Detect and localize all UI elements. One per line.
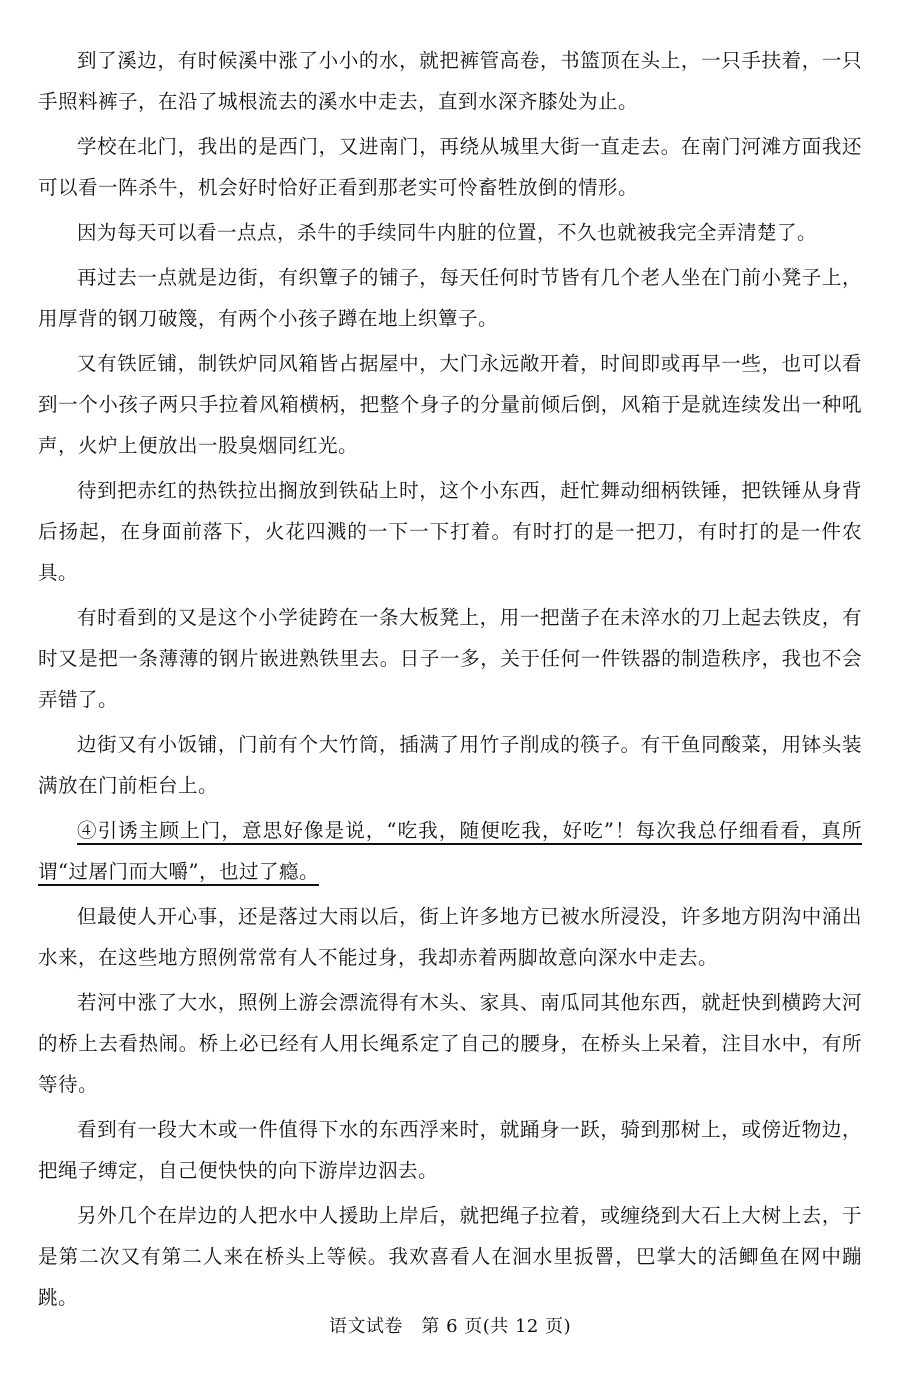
paragraph-3: 因为每天可以看一点点，杀牛的手续同牛内脏的位置，不久也就被我完全弄清楚了。 bbox=[77, 221, 818, 244]
paragraph-11: 若河中涨了大水，照例上游会漂流得有木头、家具、南瓜同其他东西，就赶快到横跨大河的桥上去看热闹。桥上必已经有人用长绳系定了自己的腰身，在桥头上呆着，注目水中，有所等待。 bbox=[38, 991, 862, 1096]
paragraph-12: 看到有一段大木或一件值得下水的东西浮来时，就踊身一跃，骑到那树上，或傍近物边，把绳子缚定，自己便快快的向下游岸边泅去。 bbox=[38, 1118, 862, 1182]
paragraph-7: 有时看到的又是这个小学徒跨在一条大板凳上，用一把凿子在未淬水的刀上起去铁皮，有时又是把一条薄薄的钢片嵌进熟铁里去。日子一多，关于任何一件铁器的制造秩序，我也不会弄错了。 bbox=[38, 606, 862, 711]
paragraph-6: 待到把赤红的热铁拉出搁放到铁砧上时，这个小东西，赶忙舞动细柄铁锤，把铁锤从身背后扬起，在身面前落下，火花四溅的一下一下打着。有时打的是一把刀，有时打的是一件农具。 bbox=[38, 479, 862, 584]
paragraph-13: 另外几个在岸边的人把水中人援助上岸后，就把绳子拉着，或缠绕到大石上大树上去，于是第二次又有第二人来在桥头上等候。我欢喜看人在洄水里扳罾，巴掌大的活鲫鱼在网中蹦跳。 bbox=[38, 1204, 862, 1309]
paragraph-8: 边街又有小饭铺，门前有个大竹筒，插满了用竹子削成的筷子。有干鱼同酸菜，用钵头装满放在门前柜台上。 bbox=[38, 733, 862, 797]
paragraph-10: 但最使人开心事，还是落过大雨以后，街上许多地方已被水所浸没，许多地方阴沟中涌出水来，在这些地方照例常常有人不能过身，我却赤着两脚故意向深水中走去。 bbox=[38, 905, 862, 969]
paragraph-2: 学校在北门，我出的是西门，又进南门，再绕从城里大街一直走去。在南门河滩方面我还可以看一阵杀牛，机会好时恰好正看到那老实可怜畜牲放倒的情形。 bbox=[38, 135, 862, 199]
paragraph-4: 再过去一点就是边街，有织簟子的铺子，每天任何时节皆有几个老人坐在门前小凳子上，用厚背的钢刀破篾，有两个小孩子蹲在地上织簟子。 bbox=[38, 266, 862, 330]
paragraph-5: 又有铁匠铺，制铁炉同风箱皆占据屋中，大门永远敞开着，时间即或再早一些，也可以看到一个小孩子两只手拉着风箱横柄，把整个身子的分量前倾后倒，风箱于是就连续发出一种吼声，火炉上便放出一股臭烟同红光。 bbox=[38, 352, 862, 457]
exam-page bbox=[38, 40, 862, 1322]
page-footer: 语文试卷 第 6 页(共 12 页) bbox=[328, 1316, 572, 1337]
paragraph-9-underlined bbox=[38, 810, 862, 892]
underlined-sentence: ④引诱主顾上门，意思好像是说，“吃我，随便吃我，好吃”！每次我总仔细看看，真所谓“过屠门而大嚼”，也过了瘾。 bbox=[38, 819, 862, 883]
paragraph-1: 到了溪边，有时候溪中涨了小小的水，就把裤管高卷，书篮顶在头上，一只手扶着，一只手照料裤子，在沿了城根流去的溪水中走去，直到水深齐膝处为止。 bbox=[38, 49, 862, 113]
